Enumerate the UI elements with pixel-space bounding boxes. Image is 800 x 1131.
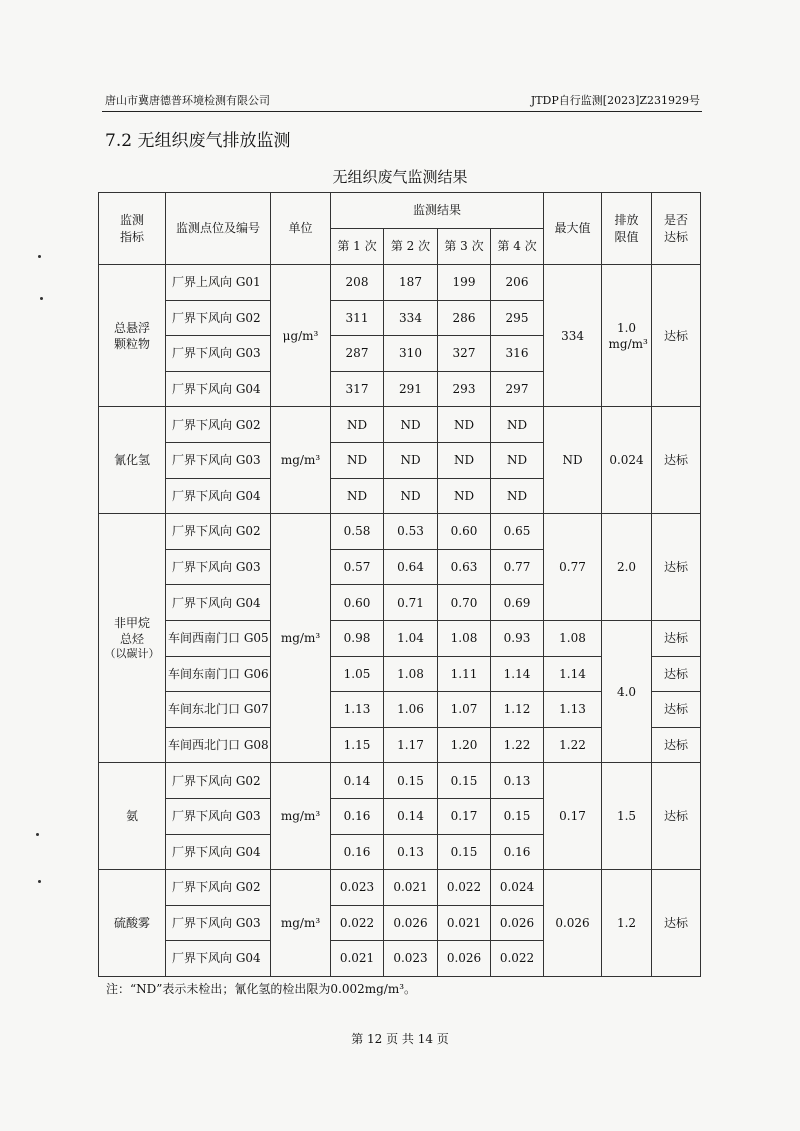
compliant-cell: 达标 — [652, 656, 701, 692]
value-cell: 199 — [438, 265, 491, 301]
value-cell: ND — [491, 478, 544, 514]
section-title: 7.2 无组织废气排放监测 — [105, 131, 291, 151]
value-cell: 0.63 — [438, 549, 491, 585]
col-header-run1: 第 1 次 — [331, 229, 384, 265]
unit-cell: mg/m³ — [271, 763, 331, 870]
value-cell: ND — [438, 407, 491, 443]
value-cell: 208 — [331, 265, 384, 301]
location-cell: 厂界下风向 G02 — [166, 407, 271, 443]
value-cell: 334 — [384, 300, 438, 336]
value-cell: 0.77 — [491, 549, 544, 585]
max-cell: 334 — [544, 265, 602, 407]
max-cell: 1.14 — [544, 656, 602, 692]
location-cell: 厂界下风向 G03 — [166, 798, 271, 834]
value-cell: 1.20 — [438, 727, 491, 763]
value-cell: 0.15 — [491, 798, 544, 834]
header-row — [99, 193, 701, 229]
indicator-cell: 总悬浮颗粒物 — [99, 265, 166, 407]
value-cell: 0.65 — [491, 514, 544, 550]
value-cell: 1.06 — [384, 692, 438, 728]
col-header-results: 监测结果 — [331, 193, 544, 229]
col-header-max: 最大值 — [544, 193, 602, 265]
value-cell: ND — [491, 442, 544, 478]
table-row — [99, 514, 701, 550]
value-cell: ND — [491, 407, 544, 443]
value-cell: ND — [331, 442, 384, 478]
max-cell: ND — [544, 407, 602, 514]
max-cell: 0.17 — [544, 763, 602, 870]
value-cell: 316 — [491, 336, 544, 372]
limit-cell: 2.0 — [602, 514, 652, 621]
compliant-cell: 达标 — [652, 514, 701, 621]
indicator-cell: 硫酸雾 — [99, 870, 166, 977]
value-cell: 0.026 — [384, 905, 438, 941]
col-header-run2: 第 2 次 — [384, 229, 438, 265]
value-cell: 0.16 — [331, 834, 384, 870]
location-cell: 厂界下风向 G02 — [166, 763, 271, 799]
value-cell: 311 — [331, 300, 384, 336]
location-cell: 厂界下风向 G04 — [166, 371, 271, 407]
value-cell: 327 — [438, 336, 491, 372]
unit-cell: mg/m³ — [271, 870, 331, 977]
value-cell: 286 — [438, 300, 491, 336]
value-cell: 187 — [384, 265, 438, 301]
value-cell: 0.15 — [438, 763, 491, 799]
indicator-line: 总烃 — [119, 631, 144, 646]
compliant-cell: 达标 — [652, 620, 701, 656]
compliant-cell: 达标 — [652, 727, 701, 763]
max-cell: 0.77 — [544, 514, 602, 621]
location-cell: 厂界下风向 G04 — [166, 941, 271, 977]
indicator-line: 非甲烷 — [113, 615, 150, 630]
location-cell: 厂界下风向 G03 — [166, 905, 271, 941]
col-header-limit: 排放限值 — [602, 193, 652, 265]
value-cell: 0.023 — [384, 941, 438, 977]
table-row — [99, 620, 701, 656]
value-cell: 0.022 — [438, 870, 491, 906]
value-cell: 0.024 — [491, 870, 544, 906]
location-cell: 厂界下风向 G04 — [166, 478, 271, 514]
location-cell: 厂界下风向 G04 — [166, 834, 271, 870]
report-number: JTDP自行监测[2023]Z231929号 — [530, 94, 700, 107]
location-cell: 车间西南门口 G05 — [166, 620, 271, 656]
value-cell: 1.15 — [331, 727, 384, 763]
limit-cell: 1.2 — [602, 870, 652, 977]
location-cell: 车间东南门口 G06 — [166, 656, 271, 692]
table-row — [99, 265, 701, 301]
table-note: 注：“ND”表示未检出；氰化氢的检出限为0.002mg/m³。 — [106, 982, 417, 996]
limit-cell: 1.5 — [602, 763, 652, 870]
value-cell: 0.17 — [438, 798, 491, 834]
value-cell: 0.57 — [331, 549, 384, 585]
value-cell: 0.16 — [491, 834, 544, 870]
value-cell: 0.021 — [384, 870, 438, 906]
value-cell: 0.71 — [384, 585, 438, 621]
value-cell: 0.021 — [331, 941, 384, 977]
max-cell: 1.08 — [544, 620, 602, 656]
col-header-unit: 单位 — [271, 193, 331, 265]
header-divider — [102, 111, 702, 112]
indicator-cell: 氰化氢 — [99, 407, 166, 514]
value-cell: 0.15 — [438, 834, 491, 870]
location-cell: 厂界下风向 G02 — [166, 300, 271, 336]
value-cell: 1.22 — [491, 727, 544, 763]
value-cell: ND — [438, 442, 491, 478]
value-cell: 297 — [491, 371, 544, 407]
value-cell: 0.60 — [331, 585, 384, 621]
company-name: 唐山市冀唐德普环境检测有限公司 — [105, 94, 270, 107]
scan-speck — [38, 255, 41, 258]
col-header-run3: 第 3 次 — [438, 229, 491, 265]
value-cell: 0.69 — [491, 585, 544, 621]
value-cell: 1.08 — [384, 656, 438, 692]
value-cell: 293 — [438, 371, 491, 407]
col-header-location: 监测点位及编号 — [166, 193, 271, 265]
value-cell: 0.60 — [438, 514, 491, 550]
value-cell: 206 — [491, 265, 544, 301]
value-cell: 0.022 — [331, 905, 384, 941]
table-caption: 无组织废气监测结果 — [332, 168, 468, 186]
location-cell: 厂界下风向 G03 — [166, 336, 271, 372]
location-cell: 车间西北门口 G08 — [166, 727, 271, 763]
unit-cell: μg/m³ — [271, 265, 331, 407]
value-cell: 0.53 — [384, 514, 438, 550]
value-cell: 1.04 — [384, 620, 438, 656]
value-cell: 1.05 — [331, 656, 384, 692]
value-cell: 0.64 — [384, 549, 438, 585]
value-cell: 0.13 — [491, 763, 544, 799]
value-cell: 291 — [384, 371, 438, 407]
value-cell: 1.13 — [331, 692, 384, 728]
indicator-cell — [99, 514, 166, 763]
unit-cell: mg/m³ — [271, 514, 331, 763]
value-cell: 1.17 — [384, 727, 438, 763]
value-cell: 0.14 — [384, 798, 438, 834]
value-cell: 0.16 — [331, 798, 384, 834]
value-cell: 0.022 — [491, 941, 544, 977]
value-cell: 310 — [384, 336, 438, 372]
value-cell: 1.08 — [438, 620, 491, 656]
monitoring-results-table — [98, 192, 701, 977]
value-cell: ND — [384, 407, 438, 443]
value-cell: 0.026 — [438, 941, 491, 977]
value-cell: ND — [384, 478, 438, 514]
page-number: 第 12 页 共 14 页 — [351, 1032, 449, 1046]
max-cell: 0.026 — [544, 870, 602, 977]
value-cell: 287 — [331, 336, 384, 372]
compliant-cell: 达标 — [652, 870, 701, 977]
value-cell: 0.58 — [331, 514, 384, 550]
value-cell: ND — [384, 442, 438, 478]
value-cell: 317 — [331, 371, 384, 407]
table-row — [99, 407, 701, 443]
max-cell: 1.22 — [544, 727, 602, 763]
location-cell: 厂界下风向 G04 — [166, 585, 271, 621]
col-header-run4: 第 4 次 — [491, 229, 544, 265]
compliant-cell: 达标 — [652, 265, 701, 407]
scan-speck — [38, 880, 41, 883]
location-cell: 厂界下风向 G02 — [166, 514, 271, 550]
indicator-cell: 氨 — [99, 763, 166, 870]
table-row — [99, 870, 701, 906]
indicator-line: （以碳计） — [104, 647, 160, 660]
value-cell: ND — [438, 478, 491, 514]
value-cell: 1.07 — [438, 692, 491, 728]
value-cell: 0.14 — [331, 763, 384, 799]
table-row — [99, 763, 701, 799]
value-cell: 0.15 — [384, 763, 438, 799]
scan-speck — [40, 297, 43, 300]
location-cell: 厂界下风向 G03 — [166, 549, 271, 585]
value-cell: 1.11 — [438, 656, 491, 692]
value-cell: 0.021 — [438, 905, 491, 941]
unit-cell: mg/m³ — [271, 407, 331, 514]
max-cell: 1.13 — [544, 692, 602, 728]
scan-speck — [36, 833, 39, 836]
limit-cell: 4.0 — [602, 620, 652, 762]
compliant-cell: 达标 — [652, 407, 701, 514]
value-cell: 295 — [491, 300, 544, 336]
value-cell: 0.13 — [384, 834, 438, 870]
compliant-cell: 达标 — [652, 692, 701, 728]
value-cell: 0.93 — [491, 620, 544, 656]
col-header-compliant: 是否达标 — [652, 193, 701, 265]
location-cell: 厂界下风向 G02 — [166, 870, 271, 906]
value-cell: ND — [331, 407, 384, 443]
location-cell: 厂界下风向 G03 — [166, 442, 271, 478]
value-cell: 0.026 — [491, 905, 544, 941]
compliant-cell: 达标 — [652, 763, 701, 870]
value-cell: 1.14 — [491, 656, 544, 692]
value-cell: 1.12 — [491, 692, 544, 728]
value-cell: ND — [331, 478, 384, 514]
value-cell: 0.023 — [331, 870, 384, 906]
col-header-indicator: 监测指标 — [99, 193, 166, 265]
limit-cell: 0.024 — [602, 407, 652, 514]
location-cell: 厂界上风向 G01 — [166, 265, 271, 301]
value-cell: 0.98 — [331, 620, 384, 656]
value-cell: 0.70 — [438, 585, 491, 621]
limit-cell: 1.0 mg/m³ — [602, 265, 652, 407]
location-cell: 车间东北门口 G07 — [166, 692, 271, 728]
